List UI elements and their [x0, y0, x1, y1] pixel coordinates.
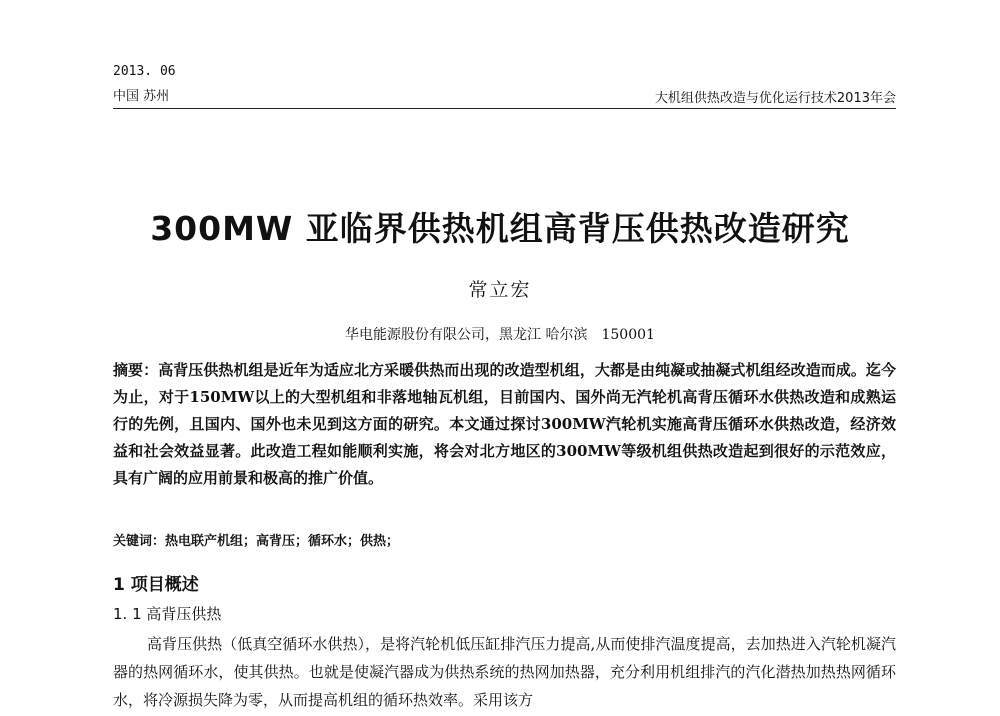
body-paragraph: 高背压供热（低真空循环水供热），是将汽轮机低压缸排汽压力提高,从而使排汽温度提高，去加热进入汽轮机凝汽器的热网循环水，使其供热。也就是使凝汽器成为供热系统的热网加热器，充分利用机组排汽的汽化潜热加热热网循环水，将冷源损失降为零，从而提高机组的循环热效率。采用该方 — [113, 635, 896, 709]
author-affiliation: 华电能源股份有限公司，黑龙江 哈尔滨 150001 — [345, 327, 655, 343]
header-date: 2013. 06 — [113, 64, 176, 79]
page-header — [113, 64, 896, 110]
header-divider — [113, 108, 896, 109]
abstract-text: 高背压供热机组是近年为适应北方采暖供热而出现的改造型机组，大都是由纯凝或抽凝式机组经改造而成。迄今为止，对于150MW以上的大型机组和非落地轴瓦机组，目前国内、国外尚无汽轮机高背压循环水供热改造和成熟运行的先例，且国内、国外也未见到这方面的研究。本文通过探讨300MW汽轮机实施高背压循环水供热改造，经济效益和社会效益显著。此改造工程如能顺利实施，将会对北方地区的300MW等级机组供热改造起到很好的示范效应，具有广阔的应用前景和极高的推广价值。 — [113, 361, 896, 487]
paper-author: 常立宏 — [468, 279, 532, 301]
abstract — [113, 357, 896, 492]
paper-title: 300MW 亚临界供热机组高背压供热改造研究 — [150, 209, 850, 248]
section-heading: 1 项目概述 — [113, 575, 199, 595]
abstract-label: 摘要： — [113, 361, 159, 379]
subsection-heading: 1. 1 高背压供热 — [113, 605, 222, 623]
keywords: 关键词：热电联产机组；高背压；循环水；供热； — [113, 534, 400, 549]
header-conference: 大机组供热改造与优化运行技术2013年会 — [654, 91, 896, 106]
header-location: 中国 苏州 — [113, 89, 170, 104]
